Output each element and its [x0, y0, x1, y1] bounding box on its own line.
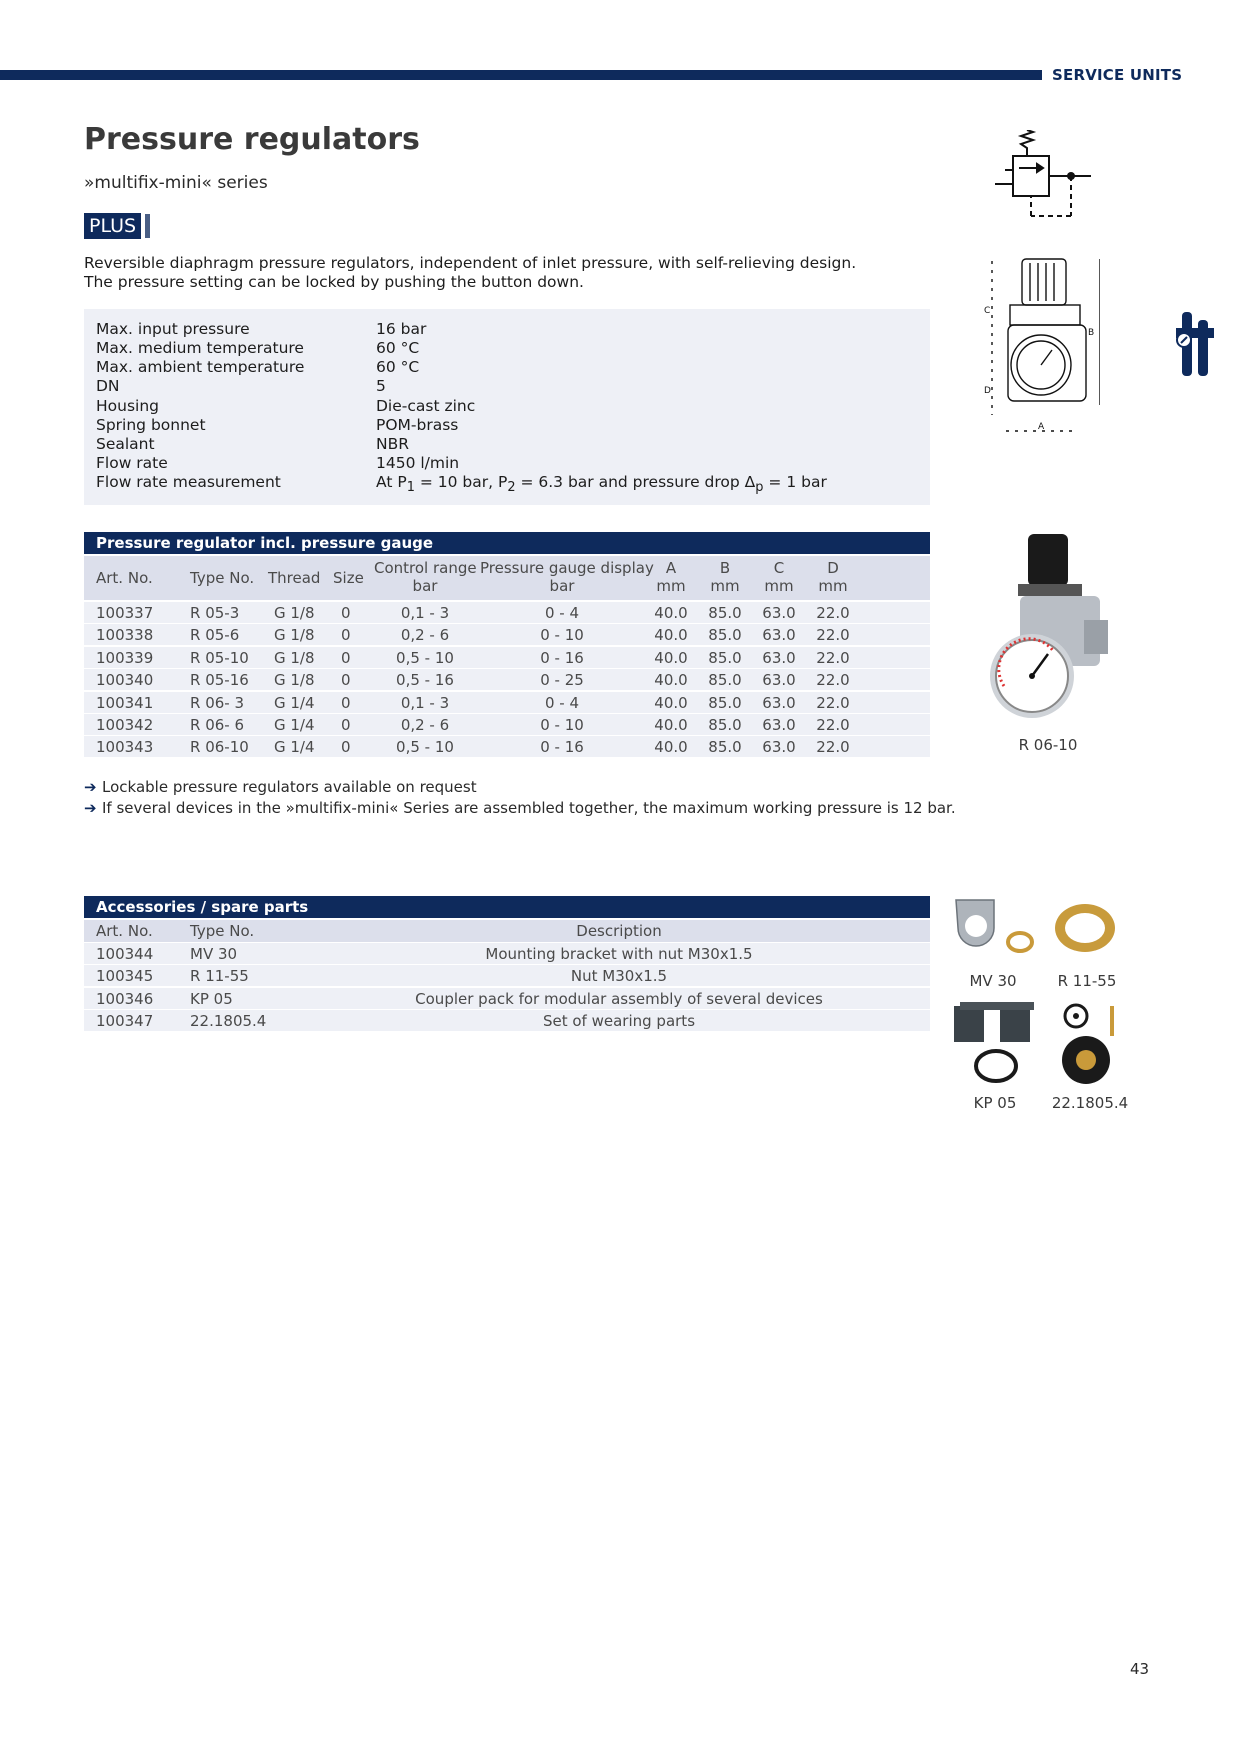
- spec-label: Flow rate measurement: [96, 473, 281, 491]
- wearing-parts-photo: [1052, 1000, 1122, 1086]
- table-row: [84, 624, 930, 646]
- regulator-table-header: [84, 556, 930, 600]
- cell-gauge-display: 0 - 4: [544, 604, 580, 622]
- dim-label-a: A: [1038, 422, 1045, 432]
- arrow-right-icon: ➔: [84, 778, 97, 796]
- cell-thread: G 1/4: [274, 738, 315, 757]
- row-divider: [84, 1031, 930, 1032]
- table-row: [84, 647, 930, 669]
- cell-control-range: 0,5 - 10: [396, 738, 454, 757]
- spec-value: 60 °C: [376, 339, 420, 357]
- cell-gauge-display: 0 - 16: [540, 738, 584, 757]
- cell-size: 0: [341, 716, 351, 734]
- cell-art-no: 100344: [96, 945, 154, 963]
- spec-value: 60 °C: [376, 358, 420, 376]
- cell-dim-d: 22.0: [816, 648, 850, 667]
- accessories-table-title: [84, 896, 930, 918]
- table-row: [84, 988, 930, 1010]
- col-art-no: Art. No.: [96, 569, 153, 587]
- cell-control-range: 0,1 - 3: [400, 604, 450, 622]
- cell-gauge-display: 0 - 10: [540, 716, 584, 734]
- cell-gauge-display: 0 - 10: [540, 626, 584, 645]
- spec-text: = 10 bar, P: [414, 473, 508, 491]
- col-b-unit: mm: [710, 577, 740, 595]
- col-control-range-unit: bar: [412, 577, 438, 595]
- cell-dim-a: 40.0: [654, 604, 688, 622]
- accessory-caption: 22.1805.4: [1051, 1094, 1129, 1112]
- col-type-no: Type No.: [190, 922, 255, 940]
- cell-control-range: 0,2 - 6: [400, 716, 450, 734]
- note-item: [84, 778, 477, 796]
- cell-type-no: R 11-55: [190, 967, 249, 986]
- spec-label: Sealant: [96, 435, 155, 453]
- regulator-symbol-icon: [985, 130, 1095, 220]
- spec-label: Flow rate: [96, 454, 168, 472]
- spec-label: DN: [96, 377, 120, 395]
- dim-label-c: C: [984, 306, 991, 316]
- col-a-unit: mm: [656, 577, 686, 595]
- regulator-table-title: [84, 532, 930, 554]
- table-row: [84, 943, 930, 965]
- description-line: Reversible diaphragm pressure regulators, independent of inlet pressure, with self-relieving design.: [84, 254, 857, 272]
- pressure-regulator-photo: [984, 530, 1114, 730]
- mounting-bracket-photo: [950, 896, 1034, 962]
- note-item: [84, 799, 956, 817]
- cell-art-no: 100343: [96, 738, 154, 757]
- col-gauge-display: Pressure gauge display: [480, 559, 654, 577]
- cell-dim-a: 40.0: [654, 738, 688, 757]
- spec-value: 16 bar: [376, 320, 427, 338]
- subscript: 1: [406, 480, 415, 496]
- spec-value-flow-measurement: [376, 473, 827, 495]
- cell-type-no: R 06-10: [190, 738, 249, 757]
- accessories-table-header: [84, 920, 930, 942]
- col-d-unit: mm: [818, 577, 848, 595]
- plus-badge: [84, 213, 150, 239]
- cell-control-range: 0,5 - 16: [396, 671, 454, 690]
- cell-dim-a: 40.0: [654, 693, 688, 712]
- cell-art-no: 100346: [96, 989, 154, 1008]
- spec-label: Max. medium temperature: [96, 339, 304, 357]
- cell-dim-d: 22.0: [816, 693, 850, 712]
- spec-label: Max. input pressure: [96, 320, 250, 338]
- cell-art-no: 100337: [96, 604, 154, 622]
- cell-type-no: R 05-3: [190, 604, 240, 622]
- table-row: [84, 736, 930, 758]
- header-bar: [0, 70, 1042, 80]
- subscript: 2: [507, 480, 516, 496]
- cell-dim-c: 63.0: [762, 693, 796, 712]
- cell-type-no: R 06- 6: [190, 716, 245, 734]
- description-line: The pressure setting can be locked by pushing the button down.: [84, 273, 584, 291]
- cell-type-no: R 06- 3: [190, 693, 245, 712]
- cell-control-range: 0,1 - 3: [400, 693, 450, 712]
- cell-thread: G 1/8: [274, 626, 315, 645]
- product-caption: R 06-10: [1018, 736, 1078, 754]
- cell-dim-d: 22.0: [816, 716, 850, 734]
- table-row: [84, 1010, 930, 1032]
- cell-size: 0: [341, 738, 351, 757]
- col-c-unit: mm: [764, 577, 794, 595]
- cell-thread: G 1/4: [274, 716, 315, 734]
- nut-photo: [1050, 896, 1120, 962]
- plus-badge-bar: [145, 214, 150, 238]
- cell-dim-c: 63.0: [762, 671, 796, 690]
- cell-size: 0: [341, 693, 351, 712]
- service-units-tab-icon: [1172, 310, 1218, 380]
- cell-control-range: 0,2 - 6: [400, 626, 450, 645]
- spec-text: At P: [376, 473, 407, 491]
- col-art-no: Art. No.: [96, 922, 153, 940]
- spec-value: 1450 l/min: [376, 454, 460, 472]
- cell-type-no: 22.1805.4: [190, 1012, 267, 1031]
- cell-dim-b: 85.0: [708, 604, 742, 622]
- cell-dim-d: 22.0: [816, 738, 850, 757]
- cell-description: Set of wearing parts: [542, 1012, 696, 1031]
- cell-type-no: R 05-6: [190, 626, 240, 645]
- table-row: [84, 692, 930, 714]
- cell-dim-a: 40.0: [654, 626, 688, 645]
- cell-art-no: 100347: [96, 1012, 154, 1031]
- cell-dim-a: 40.0: [654, 671, 688, 690]
- cell-size: 0: [341, 671, 351, 690]
- coupler-pack-photo: [950, 1000, 1040, 1086]
- col-size: Size: [333, 569, 364, 587]
- col-b: B: [719, 559, 731, 577]
- cell-art-no: 100340: [96, 671, 154, 690]
- spec-value: NBR: [376, 435, 409, 453]
- cell-dim-b: 85.0: [708, 648, 742, 667]
- col-thread: Thread: [268, 569, 321, 587]
- spec-value: POM-brass: [376, 416, 459, 434]
- accessory-caption: MV 30: [969, 972, 1017, 990]
- cell-thread: G 1/8: [274, 671, 315, 690]
- spec-label: Max. ambient temperature: [96, 358, 305, 376]
- cell-dim-b: 85.0: [708, 738, 742, 757]
- cell-thread: G 1/4: [274, 693, 315, 712]
- cell-size: 0: [341, 626, 351, 645]
- spec-text: = 6.3 bar and pressure drop Δ: [515, 473, 756, 491]
- spec-box: [84, 309, 930, 505]
- col-a: A: [665, 559, 677, 577]
- note-text: If several devices in the »multifix-mini« Series are assembled together, the maximum working pressure is 12 bar.: [102, 799, 956, 817]
- cell-dim-c: 63.0: [762, 716, 796, 734]
- dim-label-d: D: [984, 386, 991, 396]
- cell-dim-b: 85.0: [708, 671, 742, 690]
- spec-label: Housing: [96, 397, 160, 415]
- cell-size: 0: [341, 648, 351, 667]
- cell-dim-a: 40.0: [654, 648, 688, 667]
- cell-dim-b: 85.0: [708, 716, 742, 734]
- cell-dim-b: 85.0: [708, 693, 742, 712]
- accessory-caption: R 11-55: [1057, 972, 1117, 990]
- col-gauge-display-unit: bar: [549, 577, 575, 595]
- plus-badge-label: PLUS: [84, 213, 141, 239]
- col-c: C: [773, 559, 785, 577]
- cell-dim-c: 63.0: [762, 648, 796, 667]
- cell-type-no: R 05-16: [190, 671, 249, 690]
- cell-thread: G 1/8: [274, 648, 315, 667]
- cell-gauge-display: 0 - 25: [540, 671, 584, 690]
- cell-type-no: KP 05: [190, 989, 233, 1008]
- page-subtitle: »multifix-mini« series: [84, 173, 268, 193]
- cell-dim-c: 63.0: [762, 738, 796, 757]
- product-description: [84, 254, 884, 292]
- table-row: [84, 714, 930, 736]
- cell-control-range: 0,5 - 10: [396, 648, 454, 667]
- cell-dim-d: 22.0: [816, 626, 850, 645]
- page-title: Pressure regulators: [84, 122, 420, 157]
- cell-dim-d: 22.0: [816, 604, 850, 622]
- subscript: p: [755, 480, 764, 496]
- cell-description: Mounting bracket with nut M30x1.5: [485, 945, 753, 963]
- cell-art-no: 100339: [96, 648, 154, 667]
- section-label: SERVICE UNITS: [1052, 66, 1183, 84]
- col-description: Description: [576, 922, 662, 940]
- accessory-caption: KP 05: [973, 1094, 1017, 1112]
- cell-gauge-display: 0 - 4: [544, 693, 580, 712]
- cell-dim-c: 63.0: [762, 626, 796, 645]
- cell-gauge-display: 0 - 16: [540, 648, 584, 667]
- dim-label-b: B: [1088, 328, 1095, 338]
- note-text: Lockable pressure regulators available on request: [102, 778, 477, 796]
- col-control-range: Control range: [374, 559, 477, 577]
- col-d: D: [827, 559, 839, 577]
- regulator-table-title-text: Pressure regulator incl. pressure gauge: [96, 534, 434, 552]
- col-type-no: Type No.: [190, 569, 255, 587]
- cell-dim-b: 85.0: [708, 626, 742, 645]
- dimension-drawing: [980, 255, 1100, 435]
- arrow-right-icon: ➔: [84, 799, 97, 817]
- cell-dim-c: 63.0: [762, 604, 796, 622]
- accessories-table-title-text: Accessories / spare parts: [96, 898, 309, 916]
- table-row: [84, 965, 930, 987]
- cell-art-no: 100342: [96, 716, 154, 734]
- page-number: 43: [1130, 1660, 1150, 1678]
- cell-art-no: 100338: [96, 626, 154, 645]
- row-divider: [84, 757, 930, 758]
- cell-thread: G 1/8: [274, 604, 315, 622]
- spec-label: Spring bonnet: [96, 416, 206, 434]
- cell-type-no: R 05-10: [190, 648, 249, 667]
- cell-dim-d: 22.0: [816, 671, 850, 690]
- cell-size: 0: [341, 604, 351, 622]
- cell-type-no: MV 30: [190, 945, 238, 963]
- table-row: [84, 669, 930, 691]
- cell-dim-a: 40.0: [654, 716, 688, 734]
- table-row: [84, 602, 930, 624]
- cell-art-no: 100341: [96, 693, 154, 712]
- cell-description: Nut M30x1.5: [570, 967, 668, 986]
- spec-value: Die-cast zinc: [376, 397, 476, 415]
- spec-value: 5: [376, 377, 386, 395]
- cell-description: Coupler pack for modular assembly of several devices: [415, 989, 823, 1008]
- cell-art-no: 100345: [96, 967, 154, 986]
- spec-text: = 1 bar: [763, 473, 827, 491]
